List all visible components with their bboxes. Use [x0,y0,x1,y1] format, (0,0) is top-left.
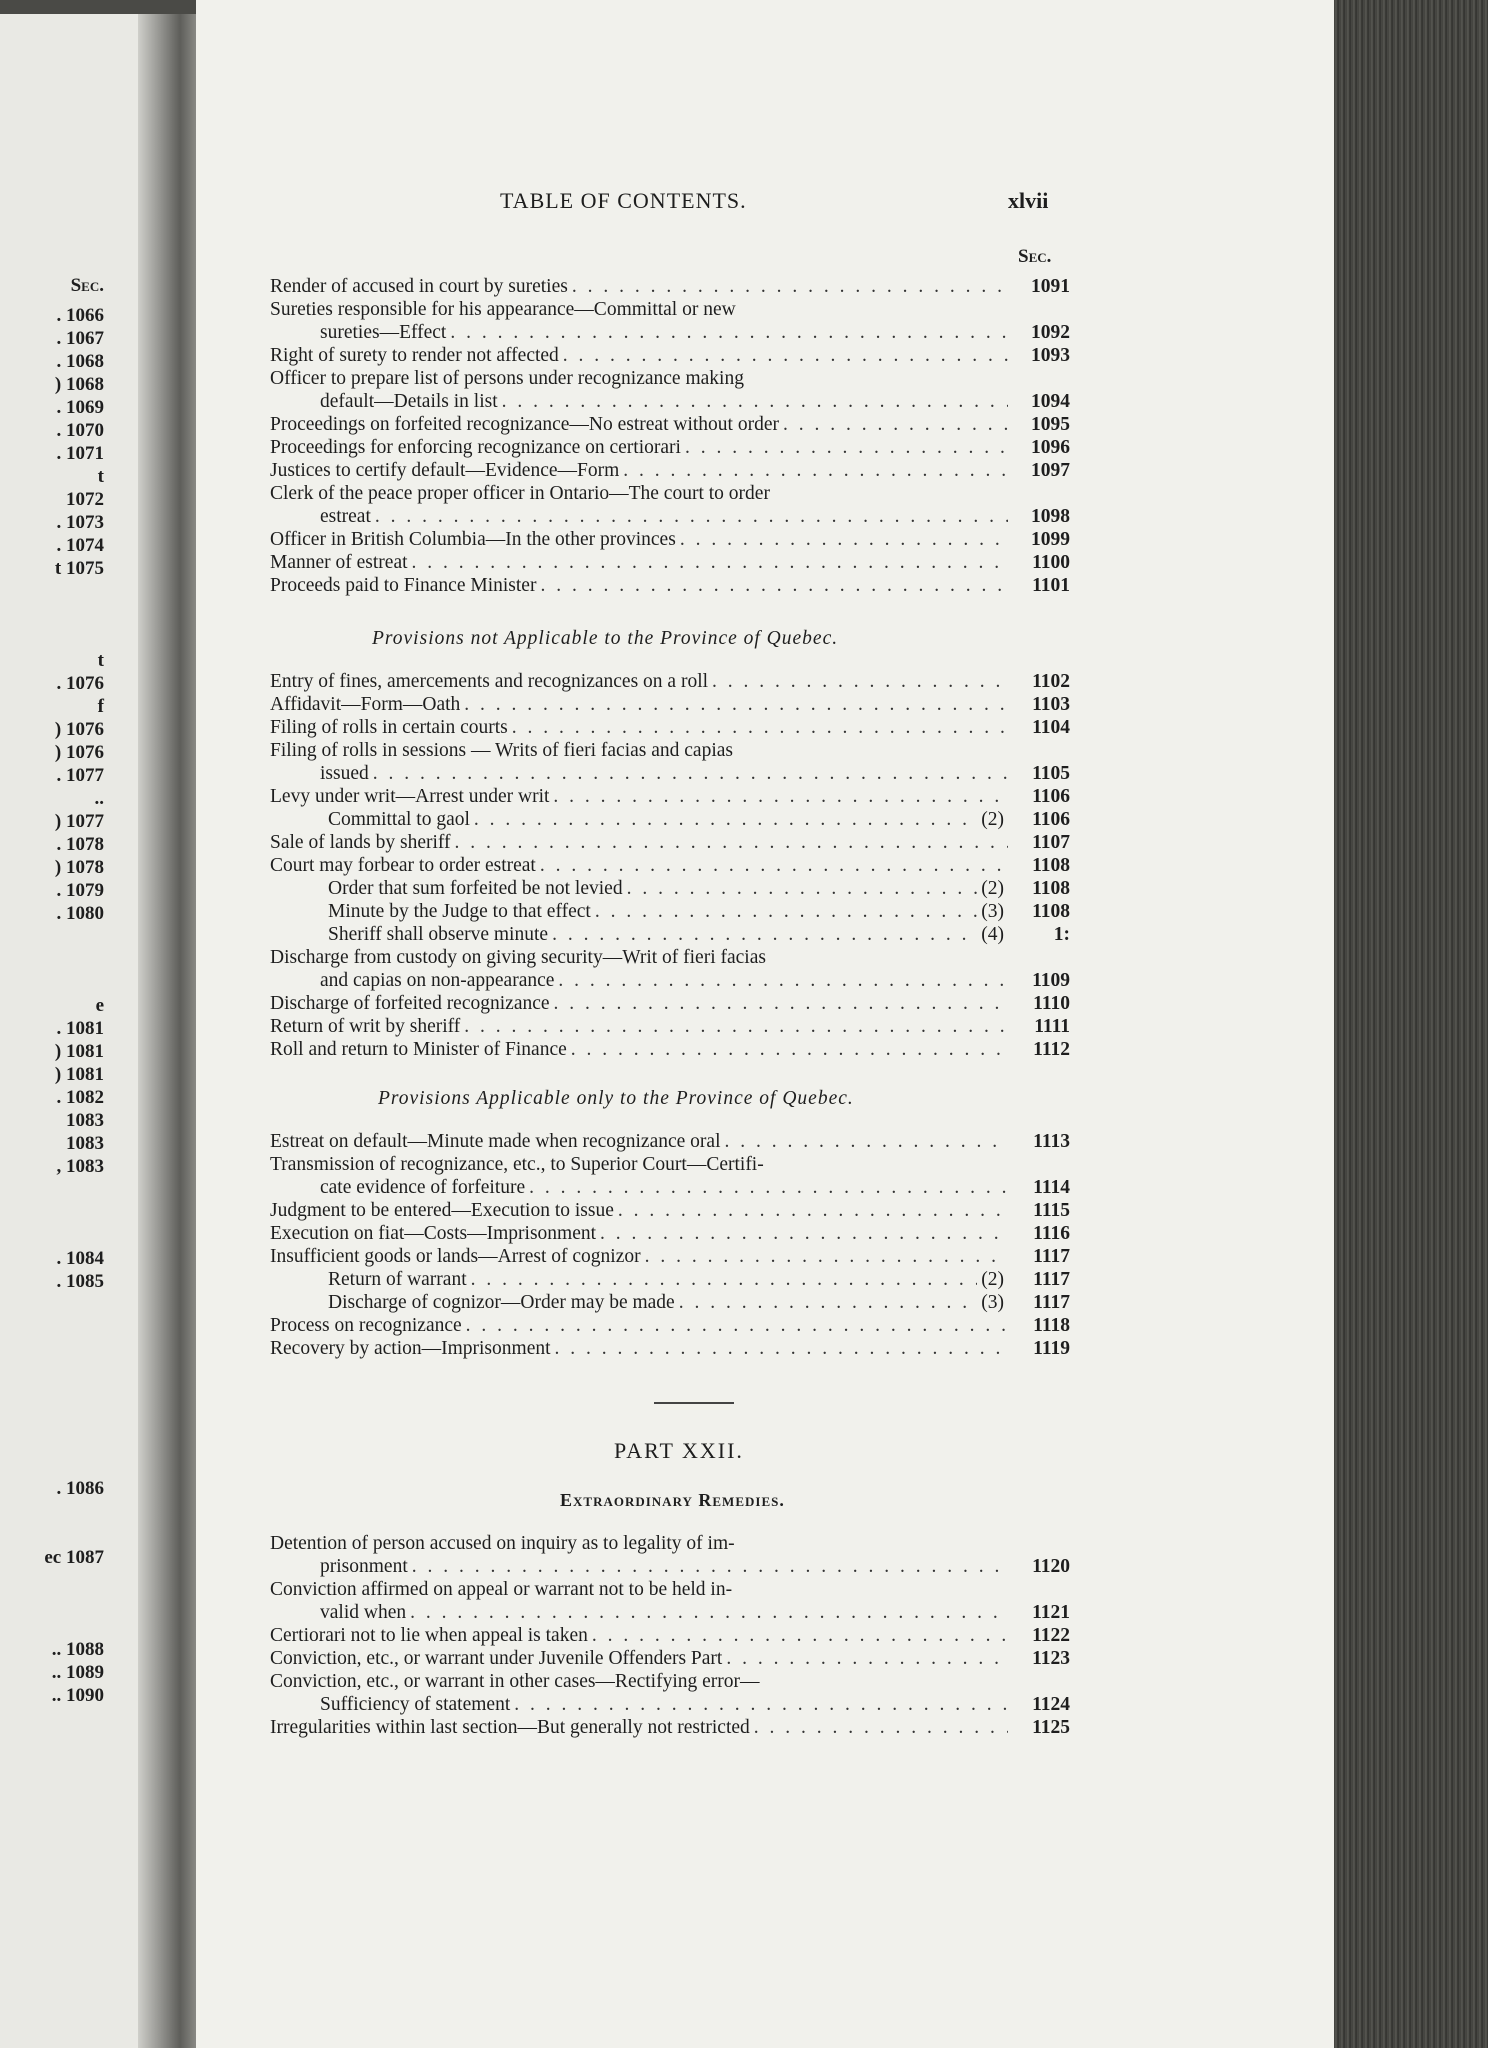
toc-entry [270,1199,1070,1222]
leader-dots [464,1015,1008,1038]
left-section-number [0,1454,104,1477]
toc-section-number: 1102 [1032,671,1070,692]
leader-dots [474,808,977,831]
toc-entry [270,946,1070,969]
toc-subsection: (2) [981,809,1004,830]
toc-section-number: 1104 [1032,717,1070,738]
toc-entry-text: Manner of estreat [270,552,408,573]
toc-entry [270,321,1070,344]
toc-entry [270,574,1070,597]
leader-dots [552,923,977,946]
left-section-number [0,1224,104,1247]
toc-section-number: 1115 [1033,1200,1070,1221]
toc-entry-text: Conviction affirmed on appeal or warrant not to be held in- [270,1579,733,1600]
toc-entry-text: Certiorari not to lie when appeal is taken [270,1625,588,1646]
leader-dots [412,551,1008,574]
left-section-number [0,1408,104,1431]
toc-entry [270,739,1070,762]
toc-section-number: 1125 [1032,1717,1070,1738]
left-section-number: f [97,696,104,717]
toc-entry [270,808,1070,831]
left-section-number [0,1523,104,1546]
left-section-number: ) 1076 [54,742,104,763]
toc-entry [270,528,1070,551]
leader-dots [623,459,1008,482]
left-section-number [0,1500,104,1523]
left-section-number: . 1070 [56,420,104,441]
page-number: xlvii [1008,188,1049,213]
toc-entry-text: Levy under writ—Arrest under writ [270,786,550,807]
toc-section-recognizance [270,275,1070,597]
toc-entry [270,992,1070,1015]
toc-section-number: 1097 [1031,460,1070,481]
toc-entry [270,1647,1070,1670]
left-section-number: . 1086 [56,1478,104,1499]
leader-dots [555,1337,1008,1360]
section-divider [654,1402,734,1404]
toc-entry-text: Discharge of forfeited recognizance [270,993,550,1014]
left-section-number [0,948,104,971]
left-section-number [0,580,104,603]
toc-entry-text: sureties—Effect [320,322,447,343]
toc-subsection: (3) [981,901,1004,922]
toc-entry-text: Proceedings for enforcing recognizance on certiorari [270,437,681,458]
left-section-number: . 1085 [56,1271,104,1292]
toc-entry-text: Court may forbear to order estreat [270,855,536,876]
left-section-number: .. 1090 [51,1685,104,1706]
toc-entry-text: Entry of fines, amercements and recognizances on a roll [270,671,709,692]
toc-entry-text: Justices to certify default—Evidence—Form [270,460,620,481]
toc-entry-text: Render of accused in court by sureties [270,276,568,297]
leader-dots [618,1199,1008,1222]
toc-entry-text: and capias on non-appearance [320,970,555,991]
toc-section-number: 1101 [1032,575,1070,596]
leader-dots [712,670,1008,693]
left-section-number: e [95,995,104,1016]
toc-entry-text: Conviction, etc., or warrant under Juvenile Offenders Part [270,1648,723,1669]
toc-entry [270,1624,1070,1647]
toc-section-number: 1124 [1032,1694,1070,1715]
leader-dots [466,1314,1008,1337]
left-section-number [0,1339,104,1362]
toc-section-number: 1095 [1031,414,1070,435]
left-section-number: ) 1077 [54,811,104,832]
toc-entry-text: Sale of lands by sheriff [270,832,451,853]
left-section-number: ) 1081 [54,1041,104,1062]
toc-entry [270,390,1070,413]
left-section-number [0,1431,104,1454]
heading-quebec-only: Provisions Applicable only to the Province of Quebec. [378,1088,854,1109]
leader-dots [680,528,1008,551]
toc-entry-text: Discharge of cognizor—Order may be made [328,1292,675,1313]
leader-dots [375,505,1008,528]
left-section-number [0,925,104,948]
toc-entry [270,344,1070,367]
toc-subsection: (2) [981,878,1004,899]
toc-subsection: (2) [981,1269,1004,1290]
left-section-number: 1083 [66,1133,104,1154]
toc-entry [270,1153,1070,1176]
left-page-section-numbers [0,274,104,1707]
toc-section-number: 1111 [1034,1016,1070,1037]
left-section-number: ) 1068 [54,374,104,395]
toc-entry [270,1555,1070,1578]
toc-entry [270,1578,1070,1601]
toc-section-number: 1108 [1032,855,1070,876]
toc-entry-text: Discharge from custody on giving security—Writ of fieri facias [270,947,766,968]
toc-entry-text: Process on recognizance [270,1315,462,1336]
toc-entry [270,275,1070,298]
toc-section-number: 1108 [1032,878,1070,899]
leader-dots [554,992,1008,1015]
leader-dots [600,1222,1008,1245]
leader-dots [783,413,1008,436]
toc-entry-text: Sheriff shall observe minute [328,924,549,945]
page-edges [1334,0,1488,2048]
toc-entry-text: Roll and return to Minister of Finance [270,1039,567,1060]
left-section-number: . 1068 [56,351,104,372]
toc-section-number: 1109 [1032,970,1070,991]
left-section-number: 1072 [66,489,104,510]
left-section-number: ec 1087 [44,1547,104,1568]
leader-dots [529,1176,1008,1199]
leader-dots [410,1601,1008,1624]
leader-dots [514,1693,1008,1716]
leader-dots [685,436,1008,459]
toc-entry-text: Estreat on default—Minute made when recognizance oral [270,1131,721,1152]
toc-section-number: 1114 [1033,1177,1070,1198]
left-section-number: . 1077 [56,765,104,786]
left-page [0,14,152,2048]
leader-dots [540,854,1008,877]
toc-section-number: 1123 [1032,1648,1070,1669]
toc-entry [270,1314,1070,1337]
toc-entry [270,1291,1070,1314]
left-section-number: 1083 [66,1110,104,1131]
toc-entry [270,1670,1070,1693]
left-section-number: ) 1078 [54,857,104,878]
toc-entry-text: Proceedings on forfeited recognizance—No estreat without order [270,414,779,435]
toc-entry-text: Filing of rolls in certain courts [270,717,508,738]
toc-entry-text: Judgment to be entered—Execution to issue [270,1200,614,1221]
toc-entry [270,1337,1070,1360]
toc-section-number: 1105 [1032,763,1070,784]
toc-entry-text: cate evidence of forfeiture [320,1177,526,1198]
leader-dots [502,390,1008,413]
toc-entry-text: Committal to gaol [328,809,470,830]
toc-entry [270,1015,1070,1038]
toc-section-number: 1107 [1032,832,1070,853]
toc-entry-text: Detention of person accused on inquiry as to legality of im- [270,1533,735,1554]
toc-section-number: 1103 [1032,694,1070,715]
toc-entry [270,367,1070,390]
leader-dots [563,344,1008,367]
toc-entry [270,1038,1070,1061]
toc-entry-text: Insufficient goods or lands—Arrest of cognizor [270,1246,641,1267]
left-section-number [0,1569,104,1592]
toc-section-number: 1110 [1033,993,1070,1014]
left-section-number: . 1082 [56,1087,104,1108]
leader-dots [553,785,1008,808]
leader-dots [540,574,1008,597]
toc-section-number: 1118 [1033,1315,1070,1336]
toc-entry [270,1268,1070,1291]
leader-dots [571,1038,1008,1061]
toc-entry [270,969,1070,992]
left-section-number: , 1083 [56,1156,104,1177]
toc-entry-text: Officer to prepare list of persons under recognizance making [270,368,744,389]
toc-entry [270,1601,1070,1624]
toc-entry [270,1716,1070,1739]
toc-section-number: 1092 [1031,322,1070,343]
leader-dots [679,1291,978,1314]
toc-entry-text: Irregularities within last section—But generally not restricted [270,1717,750,1738]
toc-section-number: 1: [1053,924,1070,945]
left-section-number: . 1080 [56,903,104,924]
toc-entry [270,1130,1070,1153]
toc-section-number: 1098 [1031,506,1070,527]
leader-dots [754,1716,1008,1739]
toc-section-remedies [270,1532,1070,1739]
toc-entry-text: estreat [320,506,371,527]
leader-dots [471,1268,978,1291]
heading-not-quebec: Provisions not Applicable to the Province of Quebec. [372,628,839,649]
toc-section-number: 1117 [1033,1269,1070,1290]
toc-entry [270,459,1070,482]
toc-section-number: 1121 [1032,1602,1070,1623]
leader-dots [558,969,1008,992]
left-section-number: . 1078 [56,834,104,855]
leader-dots [464,693,1008,716]
toc-subsection: (4) [981,924,1004,945]
left-section-number: . 1069 [56,397,104,418]
toc-entry-text: Order that sum forfeited be not levied [328,878,623,899]
left-section-number: t [97,650,104,671]
left-section-number: .. 1089 [51,1662,104,1683]
leader-dots [595,900,977,923]
toc-entry [270,1693,1070,1716]
toc-subsection: (3) [981,1292,1004,1313]
toc-entry-text: Transmission of recognizance, etc., to Superior Court—Certifi- [270,1154,764,1175]
toc-entry [270,1176,1070,1199]
toc-entry-text: Sureties responsible for his appearance—Committal or new [270,299,736,320]
toc-entry-text: issued [320,763,369,784]
toc-entry [270,716,1070,739]
left-section-number: .. 1088 [51,1639,104,1660]
leader-dots [455,831,1008,854]
toc-section-number: 1116 [1033,1223,1070,1244]
toc-section-number: 1119 [1033,1338,1070,1359]
leader-dots [645,1245,1008,1268]
toc-entry [270,693,1070,716]
leader-dots [726,1647,1008,1670]
left-section-number: . 1084 [56,1248,104,1269]
toc-entry-text: Right of surety to render not affected [270,345,559,366]
leader-dots [592,1624,1008,1647]
left-section-number: . 1074 [56,535,104,556]
leader-dots [572,275,1008,298]
left-sec-label: Sec. [70,275,104,296]
part-title: PART XXII. [614,1438,744,1463]
toc-section-number: 1122 [1032,1625,1070,1646]
toc-entry-text: prisonment [320,1556,408,1577]
left-section-number: . 1079 [56,880,104,901]
toc-section-number: 1117 [1033,1246,1070,1267]
left-section-number [0,1385,104,1408]
toc-entry-text: Sufficiency of statement [320,1694,511,1715]
toc-entry-text: Return of writ by sheriff [270,1016,461,1037]
leader-dots [627,877,978,900]
left-section-number: . 1066 [56,305,104,326]
toc-entry [270,1532,1070,1555]
toc-entry [270,831,1070,854]
leader-dots [412,1555,1008,1578]
toc-section-not-quebec [270,670,1070,1061]
toc-entry [270,854,1070,877]
toc-section-number: 1117 [1033,1292,1070,1313]
left-section-number: ) 1076 [54,719,104,740]
page-title: TABLE OF CONTENTS. [500,188,747,213]
left-section-number [0,1201,104,1224]
toc-section-number: 1094 [1031,391,1070,412]
toc-entry-text: valid when [320,1602,407,1623]
toc-entry-text: Clerk of the peace proper officer in Ontario—The court to order [270,483,770,504]
left-section-number [0,1362,104,1385]
leader-dots [373,762,1008,785]
toc-entry-text: Return of warrant [328,1269,467,1290]
toc-section-quebec [270,1130,1070,1360]
left-section-number: t [97,466,104,487]
toc-entry [270,785,1070,808]
left-section-number [0,626,104,649]
toc-entry-text: Proceeds paid to Finance Minister [270,575,537,596]
toc-section-number: 1120 [1032,1556,1070,1577]
toc-section-number: 1100 [1032,552,1070,573]
toc-entry-text: Conviction, etc., or warrant in other cases—Rectifying error— [270,1671,760,1692]
left-section-number [0,971,104,994]
toc-section-number: 1096 [1031,437,1070,458]
toc-section-number: 1106 [1032,809,1070,830]
left-section-number [0,1592,104,1615]
toc-section-number: 1108 [1032,901,1070,922]
leader-dots [512,716,1008,739]
left-section-number [0,1316,104,1339]
left-section-number: . 1073 [56,512,104,533]
toc-section-number: 1099 [1031,529,1070,550]
toc-entry [270,1245,1070,1268]
part-subtitle: Extraordinary Remedies. [560,1490,785,1510]
toc-entry [270,877,1070,900]
toc-entry [270,482,1070,505]
left-section-number [0,603,104,626]
sec-column-label: Sec. [1018,246,1052,267]
toc-entry [270,551,1070,574]
toc-entry-text: Filing of rolls in sessions — Writs of fieri facias and capias [270,740,733,761]
toc-entry [270,923,1070,946]
left-section-number: . 1081 [56,1018,104,1039]
toc-entry [270,762,1070,785]
toc-entry-text: Recovery by action—Imprisonment [270,1338,551,1359]
toc-entry-text: Affidavit—Form—Oath [270,694,461,715]
toc-entry [270,900,1070,923]
toc-section-number: 1113 [1033,1131,1070,1152]
toc-entry-text: Execution on fiat—Costs—Imprisonment [270,1223,597,1244]
toc-entry-text: default—Details in list [320,391,498,412]
toc-section-number: 1106 [1032,786,1070,807]
toc-section-number: 1112 [1033,1039,1070,1060]
left-section-number: t 1075 [54,558,104,579]
toc-entry-text: Minute by the Judge to that effect [328,901,591,922]
toc-entry [270,413,1070,436]
leader-dots [724,1130,1008,1153]
left-section-number [0,1615,104,1638]
toc-entry [270,1222,1070,1245]
toc-entry [270,436,1070,459]
toc-entry [270,505,1070,528]
left-section-number [0,1178,104,1201]
toc-section-number: 1093 [1031,345,1070,366]
left-section-number [0,1293,104,1316]
left-section-number: .. [94,788,104,809]
left-section-number: . 1067 [56,328,104,349]
leader-dots [450,321,1008,344]
toc-entry-text: Officer in British Columbia—In the other provinces [270,529,676,550]
left-section-number: . 1076 [56,673,104,694]
left-section-number: . 1071 [56,443,104,464]
toc-entry [270,298,1070,321]
toc-entry [270,670,1070,693]
toc-section-number: 1091 [1031,276,1070,297]
left-section-number: ) 1081 [54,1064,104,1085]
